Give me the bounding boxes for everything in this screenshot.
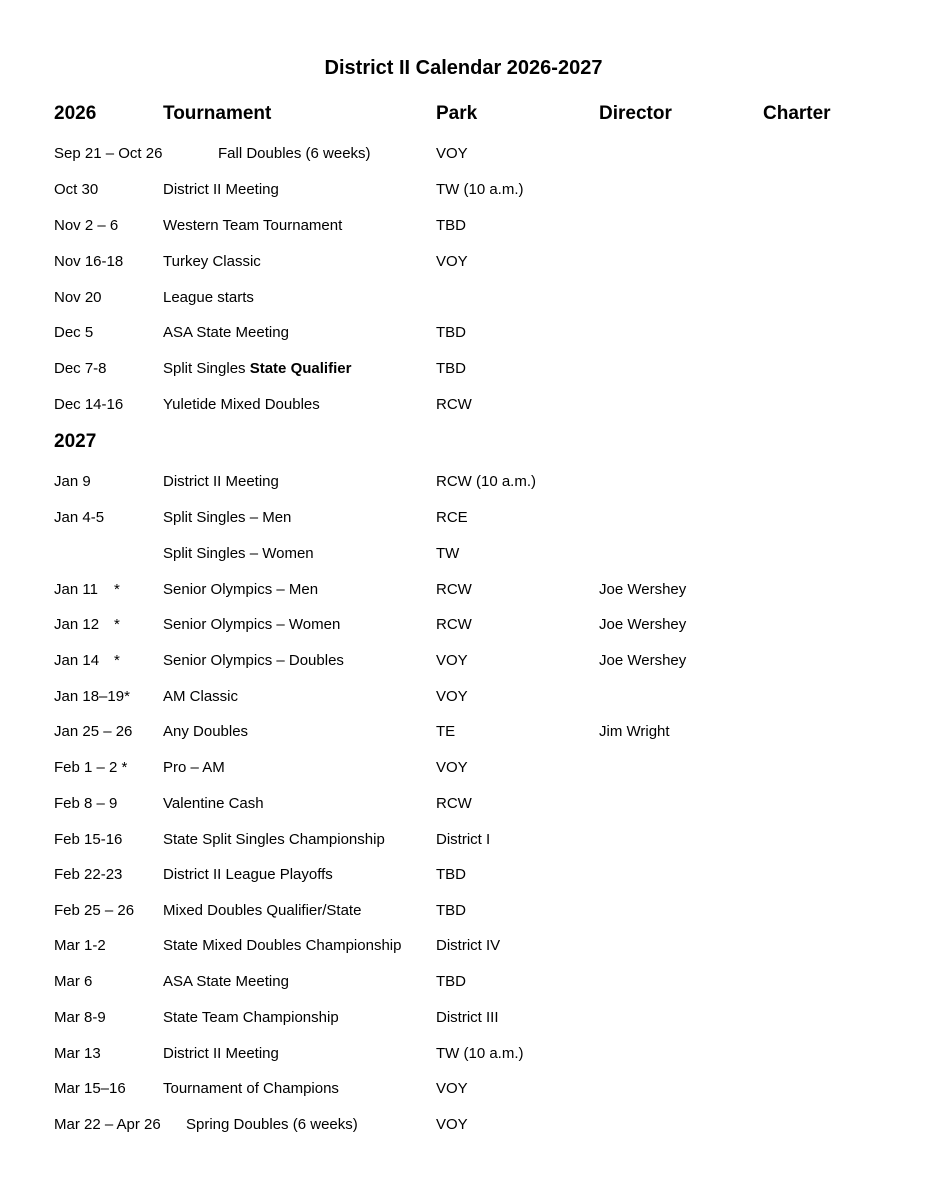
header-park: Park [436,103,478,124]
table-row [0,1009,927,1031]
row-date: Oct 30 [54,181,99,198]
row-date: Dec 7-8 [54,360,107,377]
table-row [0,1045,927,1067]
table-row [0,652,927,674]
table-row [0,616,927,638]
table-row [0,1080,927,1102]
row-date: Feb 15-16 [54,831,123,848]
row-date: Mar 22 – Apr 26 [54,1116,161,1133]
row-park: District IV [436,937,501,954]
row-park: RCE [436,509,468,526]
row-event: District II League Playoffs [163,866,333,883]
row-park: TBD [436,324,466,341]
table-row [0,795,927,817]
table-row [0,181,927,203]
row-date: Mar 13 [54,1045,101,1062]
row-park: TW (10 a.m.) [436,1045,524,1062]
row-event-text: Split Singles [163,360,250,377]
table-row [0,973,927,995]
row-date: Feb 25 – 26 [54,902,135,919]
header-tournament: Tournament [163,103,272,124]
row-park: RCW [436,616,472,633]
row-date: Dec 14-16 [54,396,124,413]
table-row [0,360,927,382]
row-date: Sep 21 – Oct 26 [54,145,163,162]
row-park: District III [436,1009,499,1026]
row-date: Mar 6 [54,973,93,990]
row-park: TW (10 a.m.) [436,181,524,198]
header-year: 2026 [54,103,97,124]
row-park: District I [436,831,491,848]
table-row [0,324,927,346]
row-event: Any Doubles [163,723,249,740]
row-event: Senior Olympics – Men [163,581,319,598]
table-row [0,759,927,781]
row-date: Jan 14 [54,652,100,669]
table-row [0,581,927,603]
table-row [0,866,927,888]
table-row [0,1116,927,1138]
table-row [0,396,927,418]
row-date: Feb 22-23 [54,866,123,883]
row-director: Joe Wershey [599,581,687,598]
table-row [0,253,927,275]
row-park: TBD [436,902,466,919]
row-date: Jan 25 – 26 [54,723,133,740]
row-star: * [114,581,120,598]
row-date: Jan 18–19* [54,688,130,705]
row-park: TBD [436,360,466,377]
row-park: TBD [436,866,466,883]
row-park: VOY [436,145,468,162]
row-date: Dec 5 [54,324,94,341]
table-row [0,937,927,959]
row-date: Jan 11 [54,581,98,598]
row-park: TBD [436,973,466,990]
page-title: District II Calendar 2026-2027 [324,57,603,79]
header-director: Director [599,103,672,124]
row-event: Mixed Doubles Qualifier/State [163,902,362,919]
table-row [0,509,927,531]
row-event: Yuletide Mixed Doubles [163,396,320,413]
row-event: State Split Singles Championship [163,831,385,848]
row-event: Senior Olympics – Doubles [163,652,344,669]
section-year-2027: 2027 [54,431,97,452]
row-event: ASA State Meeting [163,973,289,990]
table-row [0,289,927,311]
row-star: * [114,652,120,669]
row-star: * [114,616,120,633]
row-event: District II Meeting [163,1045,279,1062]
row-event: Turkey Classic [163,253,261,270]
table-row [0,473,927,495]
row-park: VOY [436,1080,468,1097]
row-date: Mar 1-2 [54,937,106,954]
row-event [163,360,351,377]
row-event: League starts [163,289,254,306]
table-row [0,831,927,853]
row-event: ASA State Meeting [163,324,289,341]
row-event: State Team Championship [163,1009,339,1026]
row-park: RCW [436,581,472,598]
row-event: District II Meeting [163,473,279,490]
row-date: Feb 8 – 9 [54,795,118,812]
row-event: State Mixed Doubles Championship [163,937,402,954]
row-event: Valentine Cash [163,795,264,812]
row-park: VOY [436,759,468,776]
row-director: Jim Wright [599,723,670,740]
row-event: AM Classic [163,688,239,705]
row-date: Jan 12 [54,616,100,633]
row-park: VOY [436,688,468,705]
row-event: Fall Doubles (6 weeks) [218,145,371,162]
table-row [0,145,927,167]
row-park: RCW [436,795,472,812]
row-event: Senior Olympics – Women [163,616,341,633]
row-park: TW [436,545,460,562]
row-event-bold: State Qualifier [249,360,352,377]
row-park: TE [436,723,456,740]
row-park: TBD [436,217,466,234]
row-event: Pro – AM [163,759,225,776]
row-park: RCW [436,396,472,413]
row-park: VOY [436,1116,468,1133]
row-date: Feb 1 – 2 * [54,759,128,776]
row-date: Mar 8-9 [54,1009,106,1026]
table-row [0,723,927,745]
table-row [0,902,927,924]
row-park: VOY [436,652,468,669]
row-event: Split Singles – Women [163,545,314,562]
row-park: VOY [436,253,468,270]
table-row [0,688,927,710]
row-event: Split Singles – Men [163,509,292,526]
row-event: District II Meeting [163,181,279,198]
row-date: Nov 20 [54,289,102,306]
row-park: RCW (10 a.m.) [436,473,537,490]
row-director: Joe Wershey [599,652,687,669]
header-charter: Charter [763,103,831,124]
row-date: Nov 2 – 6 [54,217,119,234]
row-date: Nov 16-18 [54,253,124,270]
row-event: Tournament of Champions [163,1080,339,1097]
row-director: Joe Wershey [599,616,687,633]
row-event: Western Team Tournament [163,217,343,234]
row-event: Spring Doubles (6 weeks) [186,1116,358,1133]
table-row [0,545,927,567]
row-date: Mar 15–16 [54,1080,126,1097]
row-date: Jan 4-5 [54,509,105,526]
row-date: Jan 9 [54,473,91,490]
table-row [0,217,927,239]
